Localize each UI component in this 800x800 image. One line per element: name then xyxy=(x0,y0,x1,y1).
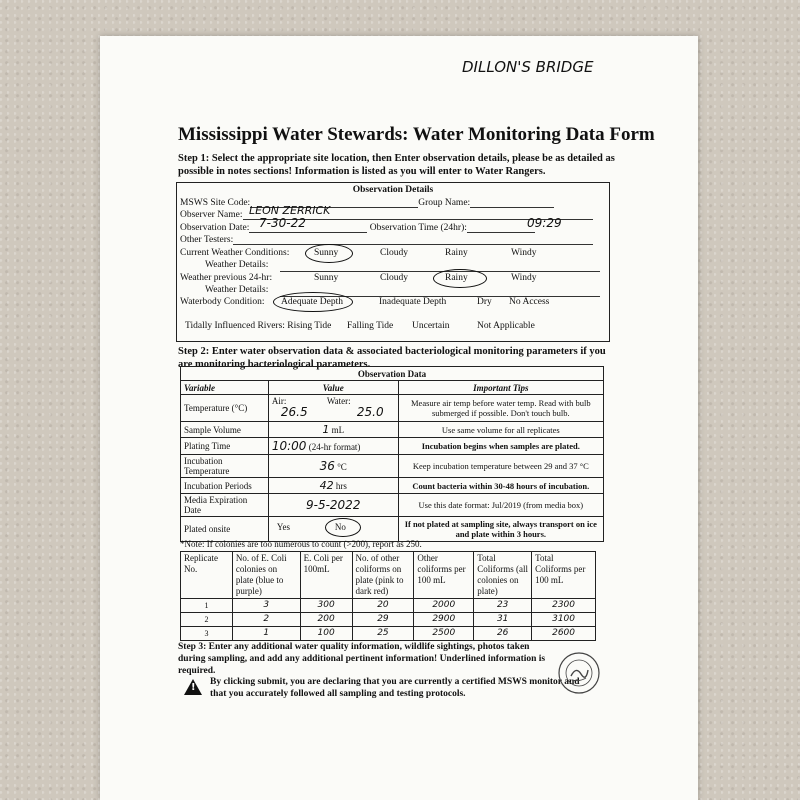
date-value: 7-30-22 xyxy=(259,216,306,230)
msws-seal-icon xyxy=(558,652,600,694)
data-cell[interactable]: 3 xyxy=(232,599,300,613)
tip-cell: Use same volume for all replicates xyxy=(398,422,603,438)
table-row xyxy=(181,599,596,613)
waterbody-no-access[interactable]: No Access xyxy=(509,297,550,307)
data-cell[interactable]: 300 xyxy=(300,599,352,613)
variable-cell: Sample Volume xyxy=(181,422,269,438)
handwritten-site-label: DILLON'S BRIDGE xyxy=(462,58,594,76)
col-ecoli-count: No. of E. Coli colonies on plate (blue to purple) xyxy=(232,552,300,599)
value-cell[interactable] xyxy=(268,478,398,494)
selection-circle xyxy=(325,518,361,537)
tip-cell: Incubation begins when samples are plated. xyxy=(398,438,603,455)
prev-weather-rainy[interactable]: Rainy xyxy=(445,273,468,283)
prev-weather-windy[interactable]: Windy xyxy=(511,273,537,283)
waterbody-label: Waterbody Condition: xyxy=(180,297,265,307)
other-testers-field[interactable] xyxy=(233,233,593,245)
variable-cell: Plating Time xyxy=(181,438,269,455)
data-cell[interactable]: 2300 xyxy=(532,599,596,613)
observer-name-label: Observer Name: xyxy=(180,210,243,220)
waterbody-dry[interactable]: Dry xyxy=(477,297,492,307)
group-name-label: Group Name: xyxy=(418,198,471,208)
prev-weather-details-label: Weather Details: xyxy=(205,285,269,295)
variable-cell: Incubation Temperature xyxy=(181,455,269,478)
value-cell[interactable] xyxy=(268,455,398,478)
time-label: Observation Time (24hr): xyxy=(369,223,467,233)
data-cell[interactable]: 29 xyxy=(352,613,414,627)
current-weather-windy[interactable]: Windy xyxy=(511,248,537,258)
variable-cell: Incubation Periods xyxy=(181,478,269,494)
unit-label: °C xyxy=(337,462,347,472)
group-name-field[interactable] xyxy=(470,196,554,208)
table-row xyxy=(181,494,604,517)
current-weather-details-label: Weather Details: xyxy=(205,260,269,270)
col-other-per-100: Other coliforms per 100 mL xyxy=(414,552,474,599)
table-row xyxy=(181,517,604,542)
date-label: Observation Date: xyxy=(180,223,250,233)
data-cell[interactable]: 1 xyxy=(232,627,300,641)
table-row xyxy=(181,455,604,478)
tidal-uncertain[interactable]: Uncertain xyxy=(412,321,450,331)
tip-cell: Keep incubation temperature between 29 and 37 °C xyxy=(398,455,603,478)
prev-weather-cloudy[interactable]: Cloudy xyxy=(380,273,408,283)
sample-volume-value: 1 xyxy=(322,423,330,436)
site-code-label: MSWS Site Code: xyxy=(180,198,251,208)
selection-circle xyxy=(273,292,353,312)
table-row xyxy=(181,395,604,422)
value-cell[interactable] xyxy=(268,438,398,455)
data-cell[interactable]: 26 xyxy=(474,627,532,641)
declaration-text: By clicking submit, you are declaring that you are currently a certified MSWS monitor and that you accurately followed all sampling and testing protocols. xyxy=(210,677,580,699)
table-row xyxy=(181,422,604,438)
variable-cell: Media Expiration Date xyxy=(181,494,269,517)
air-label: Air: xyxy=(271,396,287,406)
prev-weather-label: Weather previous 24-hr: xyxy=(180,273,273,283)
tidal-not-applicable[interactable]: Not Applicable xyxy=(477,321,535,331)
table-row xyxy=(181,627,596,641)
step3-instructions: Step 3: Enter any additional water quality information, wildlife sightings, photos taken during sampling, and add any additional pertinent information! Underlined information is required. xyxy=(178,642,546,676)
data-cell[interactable]: 2600 xyxy=(532,627,596,641)
other-testers-label: Other Testers: xyxy=(180,235,234,245)
data-cell[interactable]: 31 xyxy=(474,613,532,627)
table-row xyxy=(181,478,604,494)
site-code-row xyxy=(180,196,554,208)
form-title: Mississippi Water Stewards: Water Monitoring Data Form xyxy=(178,124,655,145)
colony-header-row xyxy=(181,552,596,599)
time-value: 09:29 xyxy=(527,216,562,230)
step2-instructions: Step 2: Enter water observation data & associated bacteriological monitoring parameters if you are monitoring bacteriological parameters. xyxy=(178,346,606,370)
current-weather-details-field[interactable] xyxy=(280,260,600,272)
data-cell[interactable]: 2 xyxy=(232,613,300,627)
col-total-per-100: Total Coliforms per 100 mL xyxy=(532,552,596,599)
tidal-label: Tidally Influenced Rivers: Rising Tide xyxy=(185,321,332,331)
current-weather-label: Current Weather Conditions: xyxy=(180,248,290,258)
tip-cell: Use this date format: Jul/2019 (from media box) xyxy=(398,494,603,517)
col-ecoli-per-100: E. Coli per 100mL xyxy=(300,552,352,599)
tip-cell: If not plated at sampling site, always transport on ice and plate within 3 hours. xyxy=(398,517,603,542)
table-row xyxy=(181,613,596,627)
tip-cell: Count bacteria within 30-48 hours of incubation. xyxy=(398,478,603,494)
colony-note: *Note: If colonies are too numerous to count (>200), report as 250. xyxy=(180,539,422,549)
value-cell[interactable] xyxy=(268,494,398,517)
plating-time-value: 10:00 xyxy=(271,439,307,453)
data-cell[interactable]: 2000 xyxy=(414,599,474,613)
observation-heading: Observation Details xyxy=(352,185,434,195)
temperature-value-cell[interactable] xyxy=(268,395,398,422)
unit-label: (24-hr format) xyxy=(308,442,361,452)
plated-onsite-no[interactable]: No xyxy=(334,522,346,532)
data-cell[interactable]: 200 xyxy=(300,613,352,627)
variable-cell: Temperature (°C) xyxy=(181,395,269,422)
col-total: Total Coliforms (all colonies on plate) xyxy=(474,552,532,599)
tip-cell: Measure air temp before water temp. Read with bulb submerged if possible. Don't touch bulb. xyxy=(398,395,603,422)
colony-counts-table xyxy=(180,551,596,641)
current-weather-sunny[interactable]: Sunny xyxy=(314,248,339,258)
observation-data-table xyxy=(180,366,604,542)
unit-label: mL xyxy=(331,425,345,435)
data-cell[interactable]: 2900 xyxy=(414,613,474,627)
water-temp-value: 25.0 xyxy=(356,405,384,419)
time-field[interactable] xyxy=(467,221,535,233)
data-cell[interactable]: 25 xyxy=(352,627,414,641)
replicate-number: 1 xyxy=(181,599,233,613)
col-variable: Variable xyxy=(181,381,269,395)
air-temp-value: 26.5 xyxy=(280,405,308,419)
observer-name-value: LEON ZERRICK xyxy=(249,204,331,217)
waterbody-adequate[interactable]: Adequate Depth xyxy=(281,297,343,307)
waterbody-inadequate[interactable]: Inadequate Depth xyxy=(379,297,447,307)
incubation-period-value: 42 xyxy=(319,479,334,492)
plated-onsite-yes[interactable]: Yes xyxy=(276,522,290,532)
incubation-temp-value: 36 xyxy=(319,459,335,473)
warning-icon-mark: ! xyxy=(191,682,196,693)
unit-label: hrs xyxy=(335,481,347,491)
data-cell[interactable]: 3100 xyxy=(532,613,596,627)
water-label: Water: xyxy=(326,396,351,406)
observation-data-heading: Observation Data xyxy=(181,367,604,381)
observation-details-box xyxy=(176,182,610,342)
data-cell[interactable]: 100 xyxy=(300,627,352,641)
current-weather-rainy[interactable]: Rainy xyxy=(445,248,468,258)
value-cell[interactable] xyxy=(268,422,398,438)
prev-weather-sunny[interactable]: Sunny xyxy=(314,273,339,283)
col-other-count: No. of other coliforms on plate (pink to dark red) xyxy=(352,552,414,599)
col-value: Value xyxy=(268,381,398,395)
data-cell[interactable]: 2500 xyxy=(414,627,474,641)
data-cell[interactable]: 20 xyxy=(352,599,414,613)
replicate-number: 2 xyxy=(181,613,233,627)
step1-instructions: Step 1: Select the appropriate site location, then Enter observation details, please be as detailed as possible in notes sections! Information is listed as you will enter to Water Rangers. xyxy=(178,153,615,177)
col-replicate: Replicate No. xyxy=(181,552,233,599)
data-cell[interactable]: 23 xyxy=(474,599,532,613)
plated-onsite-cell[interactable] xyxy=(268,517,398,542)
table-row xyxy=(181,438,604,455)
variable-cell: Plated onsite xyxy=(181,517,269,542)
replicate-number: 3 xyxy=(181,627,233,641)
media-expiration-value: 9-5-2022 xyxy=(305,498,361,512)
date-row xyxy=(180,221,535,233)
current-weather-cloudy[interactable]: Cloudy xyxy=(380,248,408,258)
other-testers-row xyxy=(180,233,593,245)
data-form-page xyxy=(100,36,698,800)
tidal-falling[interactable]: Falling Tide xyxy=(347,321,394,331)
col-tips: Important Tips xyxy=(398,381,603,395)
